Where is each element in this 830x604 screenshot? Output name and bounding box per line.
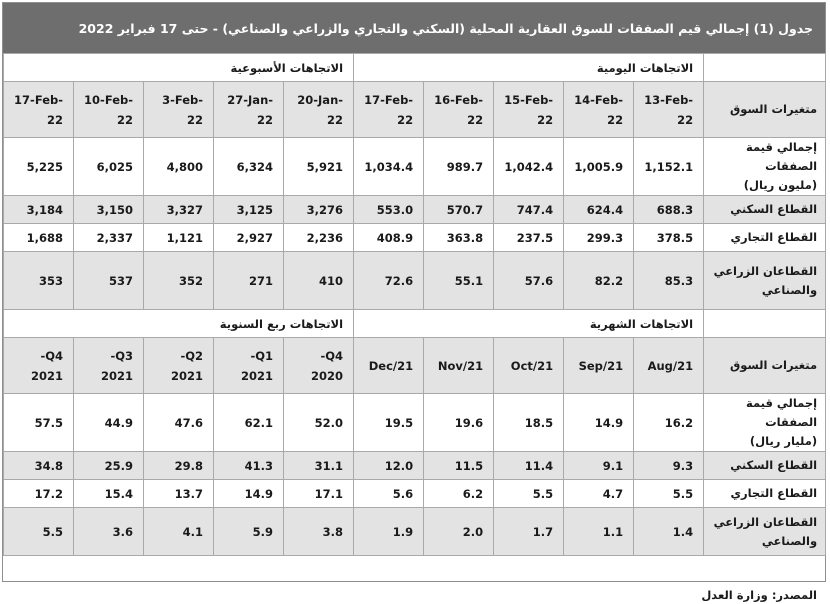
table-cell: 62.1	[214, 394, 284, 452]
column-header: 14-Feb- 22	[564, 82, 634, 138]
table-cell: 3.6	[74, 508, 144, 556]
row-label: متغيرات السوق	[704, 338, 826, 394]
table-cell: 3.8	[284, 508, 354, 556]
data-table	[3, 53, 826, 556]
table-row	[4, 394, 826, 452]
column-header: 13-Feb- 22	[634, 82, 704, 138]
column-header: Dec/21	[354, 338, 424, 394]
column-header: Sep/21	[564, 338, 634, 394]
row-label: القطاع التجاري	[704, 480, 826, 508]
table-cell: 85.3	[634, 252, 704, 310]
table-cell: 19.5	[354, 394, 424, 452]
table-cell: 299.3	[564, 224, 634, 252]
table-cell: 5,921	[284, 138, 354, 196]
row-label: القطاع السكني	[704, 196, 826, 224]
table-cell: 72.6	[354, 252, 424, 310]
blank-cell	[704, 54, 826, 82]
table-cell: 2,927	[214, 224, 284, 252]
table-cell: 6,025	[74, 138, 144, 196]
table-cell: 52.0	[284, 394, 354, 452]
column-header: Nov/21	[424, 338, 494, 394]
table-cell: 31.1	[284, 452, 354, 480]
column-header: -Q4 2020	[284, 338, 354, 394]
table-cell: 55.1	[424, 252, 494, 310]
table-cell: 6.2	[424, 480, 494, 508]
table-cell: 34.8	[4, 452, 74, 480]
table-cell: 5.5	[634, 480, 704, 508]
section-header: الاتجاهات ربع السنوية	[4, 310, 354, 338]
table-cell: 2,337	[74, 224, 144, 252]
table-cell: 3,327	[144, 196, 214, 224]
table-cell: 9.3	[634, 452, 704, 480]
table-cell: 1,121	[144, 224, 214, 252]
table-cell: 352	[144, 252, 214, 310]
table-cell: 17.2	[4, 480, 74, 508]
section-header-row	[4, 54, 826, 82]
column-header: Aug/21	[634, 338, 704, 394]
table-row	[4, 252, 826, 310]
table-cell: 688.3	[634, 196, 704, 224]
column-header: 10-Feb- 22	[74, 82, 144, 138]
table-cell: 271	[214, 252, 284, 310]
row-label: متغيرات السوق	[704, 82, 826, 138]
table-row	[4, 480, 826, 508]
column-header: 3-Feb- 22	[144, 82, 214, 138]
table-cell: 1.4	[634, 508, 704, 556]
section-header: الاتجاهات الشهرية	[354, 310, 704, 338]
column-header: 16-Feb- 22	[424, 82, 494, 138]
table-cell: 410	[284, 252, 354, 310]
table-cell: 11.4	[494, 452, 564, 480]
table-cell: 553.0	[354, 196, 424, 224]
column-header-row	[4, 338, 826, 394]
table-cell: 19.6	[424, 394, 494, 452]
column-header: -Q4 2021	[4, 338, 74, 394]
row-label: القطاعان الزراعي والصناعي	[704, 252, 826, 310]
table-cell: 3,184	[4, 196, 74, 224]
table-cell: 4.7	[564, 480, 634, 508]
table-cell: 3,150	[74, 196, 144, 224]
table-cell: 4,800	[144, 138, 214, 196]
table-cell: 1.9	[354, 508, 424, 556]
table-cell: 1.1	[564, 508, 634, 556]
table-cell: 989.7	[424, 138, 494, 196]
table-cell: 16.2	[634, 394, 704, 452]
table-cell: 747.4	[494, 196, 564, 224]
table-cell: 6,324	[214, 138, 284, 196]
source-note: المصدر: وزارة العدل	[701, 588, 817, 602]
table-cell: 537	[74, 252, 144, 310]
table-row	[4, 138, 826, 196]
column-header: 27-Jan- 22	[214, 82, 284, 138]
column-header: -Q1 2021	[214, 338, 284, 394]
table-row	[4, 224, 826, 252]
table-cell: 378.5	[634, 224, 704, 252]
table-cell: 237.5	[494, 224, 564, 252]
row-label: القطاع السكني	[704, 452, 826, 480]
column-header: -Q3 2021	[74, 338, 144, 394]
table-cell: 3,125	[214, 196, 284, 224]
table-cell: 9.1	[564, 452, 634, 480]
table-cell: 12.0	[354, 452, 424, 480]
table-cell: 624.4	[564, 196, 634, 224]
section-header: الاتجاهات اليومية	[354, 54, 704, 82]
table-cell: 18.5	[494, 394, 564, 452]
row-label: إجمالي قيمة الصفقات (مليار ريال)	[704, 394, 826, 452]
section-header: الاتجاهات الأسبوعية	[4, 54, 354, 82]
table-cell: 5.5	[4, 508, 74, 556]
column-header: 17-Feb- 22	[4, 82, 74, 138]
table-frame	[2, 2, 826, 602]
table-cell: 1,034.4	[354, 138, 424, 196]
column-header: 17-Feb- 22	[354, 82, 424, 138]
table-cell: 353	[4, 252, 74, 310]
table-cell: 363.8	[424, 224, 494, 252]
table-cell: 2.0	[424, 508, 494, 556]
table-row	[4, 452, 826, 480]
row-label: القطاعان الزراعي والصناعي	[704, 508, 826, 556]
table-cell: 29.8	[144, 452, 214, 480]
table-cell: 570.7	[424, 196, 494, 224]
column-header: Oct/21	[494, 338, 564, 394]
table-cell: 1,688	[4, 224, 74, 252]
table-cell: 11.5	[424, 452, 494, 480]
table-cell: 1,005.9	[564, 138, 634, 196]
table-cell: 14.9	[214, 480, 284, 508]
table-cell: 44.9	[74, 394, 144, 452]
table-cell: 82.2	[564, 252, 634, 310]
table-cell: 14.9	[564, 394, 634, 452]
table-cell: 1.7	[494, 508, 564, 556]
table-cell: 47.6	[144, 394, 214, 452]
table-title: جدول (1) إجمالي قيم الصفقات للسوق العقارية المحلية (السكني والتجاري والزراعي والصناعي) - حتى 17 فبراير 2022	[3, 3, 825, 53]
table-cell: 15.4	[74, 480, 144, 508]
row-label: إجمالي قيمة الصفقات (مليون ريال)	[704, 138, 826, 196]
table-cell: 13.7	[144, 480, 214, 508]
table-row	[4, 196, 826, 224]
blank-cell	[704, 310, 826, 338]
column-header: -Q2 2021	[144, 338, 214, 394]
table-cell: 57.5	[4, 394, 74, 452]
row-label: القطاع التجاري	[704, 224, 826, 252]
table-cell: 57.6	[494, 252, 564, 310]
column-header-row	[4, 82, 826, 138]
table-row	[4, 508, 826, 556]
table-cell: 1,152.1	[634, 138, 704, 196]
column-header: 20-Jan- 22	[284, 82, 354, 138]
section-header-row	[4, 310, 826, 338]
table-cell: 3,276	[284, 196, 354, 224]
table-cell: 408.9	[354, 224, 424, 252]
table-cell: 1,042.4	[494, 138, 564, 196]
table-cell: 5,225	[4, 138, 74, 196]
column-header: 15-Feb- 22	[494, 82, 564, 138]
table-cell: 25.9	[74, 452, 144, 480]
table-cell: 5.6	[354, 480, 424, 508]
table-cell: 2,236	[284, 224, 354, 252]
table-cell: 4.1	[144, 508, 214, 556]
table-cell: 41.3	[214, 452, 284, 480]
table-cell: 17.1	[284, 480, 354, 508]
table-cell: 5.9	[214, 508, 284, 556]
table-cell: 5.5	[494, 480, 564, 508]
